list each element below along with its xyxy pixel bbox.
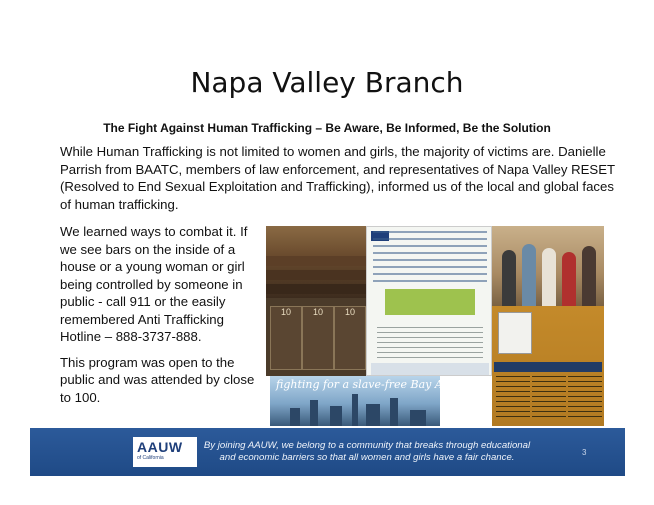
- photo-presentation-slides: [266, 298, 366, 376]
- event-flyer: [366, 226, 492, 376]
- slide-subtitle: The Fight Against Human Trafficking – Be Aware, Be Informed, Be the Solution: [103, 121, 551, 135]
- left-text-column: [60, 223, 260, 414]
- skyline-banner: [270, 376, 462, 426]
- photo-group: [492, 226, 604, 306]
- flyer-body-text: [377, 327, 483, 361]
- logo-subtitle: of California: [137, 455, 164, 461]
- slide-card: 10: [334, 306, 366, 370]
- page-number: 3: [582, 448, 587, 457]
- intro-paragraph: While Human Trafficking is not limited to women and girls, the majority of victims are. Danielle Parrish from BAATC, members of law enforcement, and representatives of Napa Valley RESET (Resolved to End Sexual Exploitation and Trafficking), informed us of the local and global faces of human trafficking.: [60, 144, 615, 212]
- footer-tagline: By joining AAUW, we belong to a community that breaks through educational and economic barriers so that all women and girls have a fair chance.: [203, 440, 531, 463]
- footer-band: [30, 428, 625, 476]
- banner-caption: fighting for a slave-free Bay Area: [276, 378, 462, 391]
- flyer-info-box: [385, 289, 475, 315]
- poster-header-strip: [494, 362, 602, 372]
- slide-card: 10: [302, 306, 334, 370]
- photo-awareness-poster: [492, 306, 604, 426]
- slide-title: Napa Valley Branch: [190, 66, 464, 99]
- aauw-logo: [133, 437, 197, 467]
- slide-card: 10: [270, 306, 302, 370]
- combat-paragraph: We learned ways to combat it. If we see bars on the inside of a house or a young woman or girl being controlled by someone in public - call 911 or the easily remembered Anti Trafficking Hotline – 888-3737-888.: [60, 224, 248, 344]
- warning-sign: [498, 312, 532, 354]
- logo-wordmark: AAUW: [137, 439, 183, 455]
- flyer-footer-logos: [371, 363, 489, 375]
- attendance-paragraph: This program was open to the public and was attended by close to 100.: [60, 354, 255, 405]
- flyer-heading: [373, 231, 487, 283]
- photo-audience: [266, 226, 366, 298]
